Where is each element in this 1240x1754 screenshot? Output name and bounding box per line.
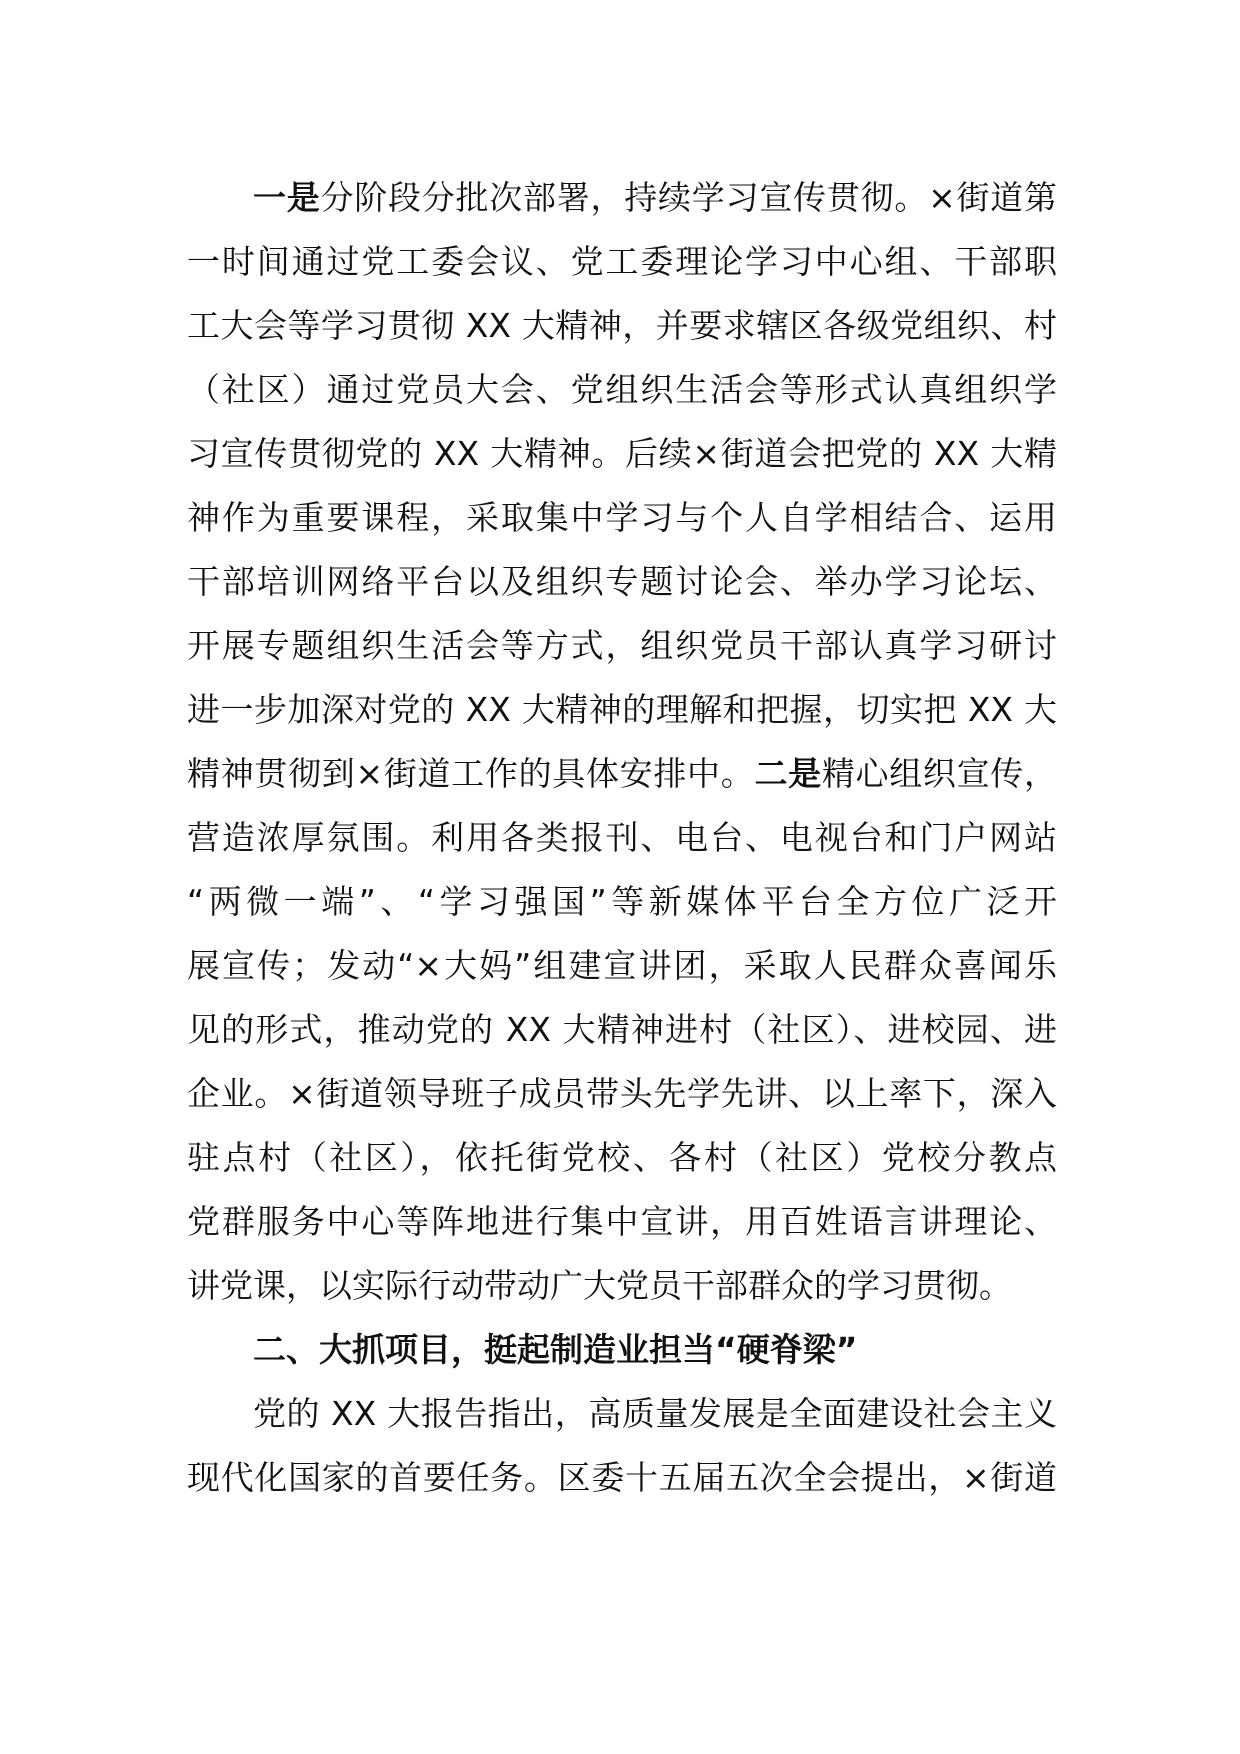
point-two-label: 二是 xyxy=(754,754,822,793)
paragraph-1-line-8: 开展专题组织生活会等方式，组织党员干部认真学习研讨 xyxy=(187,626,1057,665)
paragraph-1-line-17: 党群服务中心等阵地进行集中宣讲，用百姓语言讲理论、 xyxy=(187,1202,1057,1241)
paragraph-2-line-2: 现代化国家的首要任务。区委十五届五次全会提出，×街道 xyxy=(187,1458,1057,1497)
paragraph-1-line-12: “两微一端”、“学习强国”等新媒体平台全方位广泛开 xyxy=(187,882,1057,921)
paragraph-1-line-3: 工大会等学习贯彻 XX 大精神，并要求辖区各级党组织、村 xyxy=(187,306,1057,345)
paragraph-1-line-1: 一是分阶段分批次部署，持续学习宣传贯彻。×街道第 xyxy=(253,178,1057,217)
paragraph-1-line-15: 企业。×街道领导班子成员带头先学先讲、以上率下，深入 xyxy=(187,1074,1057,1113)
section-heading-2: 二、大抓项目，挺起制造业担当“硬脊梁” xyxy=(253,1330,858,1369)
paragraph-1-line-2: 一时间通过党工委会议、党工委理论学习中心组、干部职 xyxy=(187,242,1057,281)
paragraph-1-line-16: 驻点村（社区），依托街党校、各村（社区）党校分教点 xyxy=(187,1138,1057,1177)
paragraph-2-line-1: 党的 XX 大报告指出，高质量发展是全面建设社会主义 xyxy=(253,1394,1057,1433)
paragraph-1-line-13: 展宣传；发动“×大妈”组建宣讲团，采取人民群众喜闻乐 xyxy=(187,946,1057,985)
paragraph-1-line-18: 讲党课，以实际行动带动广大党员干部群众的学习贯彻。 xyxy=(187,1266,1012,1305)
paragraph-1-line-6: 神作为重要课程，采取集中学习与个人自学相结合、运用 xyxy=(187,498,1057,537)
paragraph-1-line-10: 精神贯彻到×街道工作的具体安排中。二是精心组织宣传， xyxy=(187,754,1057,793)
paragraph-1-line-11: 营造浓厚氛围。利用各类报刊、电台、电视台和门户网站 xyxy=(187,818,1057,857)
paragraph-1-line-9: 进一步加深对党的 XX 大精神的理解和把握，切实把 XX 大 xyxy=(187,690,1057,729)
paragraph-1-line-7: 干部培训网络平台以及组织专题讨论会、举办学习论坛、 xyxy=(187,562,1057,601)
point-one-label: 一是 xyxy=(253,178,321,217)
paragraph-1-line-14: 见的形式，推动党的 XX 大精神进村（社区）、进校园、进 xyxy=(187,1010,1057,1049)
document-page xyxy=(187,166,1057,1510)
paragraph-1-line-5: 习宣传贯彻党的 XX 大精神。后续×街道会把党的 XX 大精 xyxy=(187,434,1057,473)
paragraph-1-line-4: （社区）通过党员大会、党组织生活会等形式认真组织学 xyxy=(187,370,1057,409)
